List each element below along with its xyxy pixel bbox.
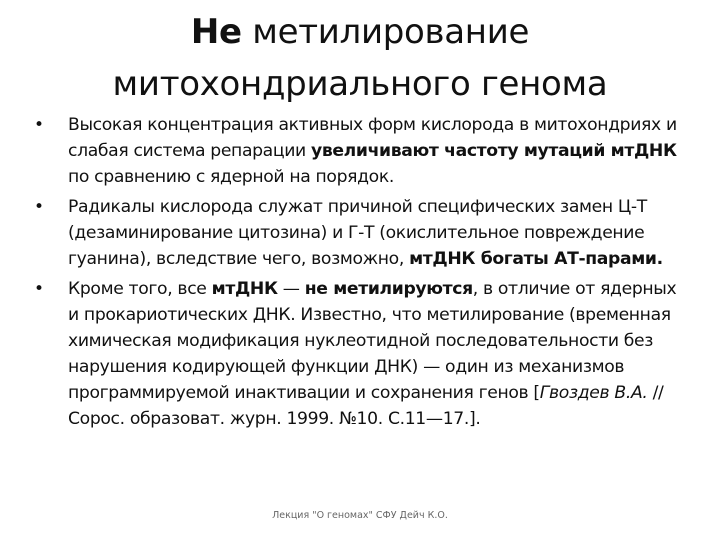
bullet-item — [20, 194, 692, 272]
bullet-dot: • — [34, 197, 44, 217]
bullet-text: , в отличие от ядерных и прокариотических ДНК. Известно, что метилирование (временная химическая модификация нуклеотидной последовательности без нарушения кодирующей функции ДНК) — один из механизмов программируемой инактивации и сохранения генов [ — [68, 279, 677, 403]
bullet-item — [20, 276, 692, 432]
bullet-bold-text: мтДНК богаты АТ-парами. — [409, 249, 663, 269]
bullet-text: по сравнению с ядерной на порядок. — [68, 167, 394, 187]
bullet-bold-text: не метилируются — [304, 279, 473, 299]
title-rest: метилирование митохондриального генома — [112, 12, 608, 104]
bullet-bold-text: мтДНК — [211, 279, 278, 299]
bullet-item — [20, 112, 692, 190]
bullet-text: Кроме того, все — [68, 279, 212, 299]
bullet-text: // Сорос. образоват. журн. 1999. №10. С.11—17.]. — [68, 383, 664, 429]
citation-author: Гвоздев В.А. — [539, 383, 648, 403]
bullet-bold-text: увеличивают частоту мутаций мтДНК — [310, 141, 677, 161]
slide-footer: Лекция "О геномах" СФУ Дейч К.О. — [272, 510, 448, 521]
bullet-dot: • — [34, 115, 44, 135]
bullet-text: Радикалы кислорода служат причиной специфических замен Ц-Т (дезаминирование цитозина) и Г-Т (окислительное повреждение гуанина), вследствие чего, возможно, — [68, 197, 647, 269]
slide-title — [40, 6, 680, 110]
title-bold: Не — [190, 12, 242, 52]
bullet-text: — — [277, 279, 305, 299]
bullet-list — [20, 112, 692, 436]
bullet-dot: • — [34, 279, 44, 299]
bullet-text: Высокая концентрация активных форм кислорода в митохондриях и слабая система репарации — [68, 115, 677, 161]
